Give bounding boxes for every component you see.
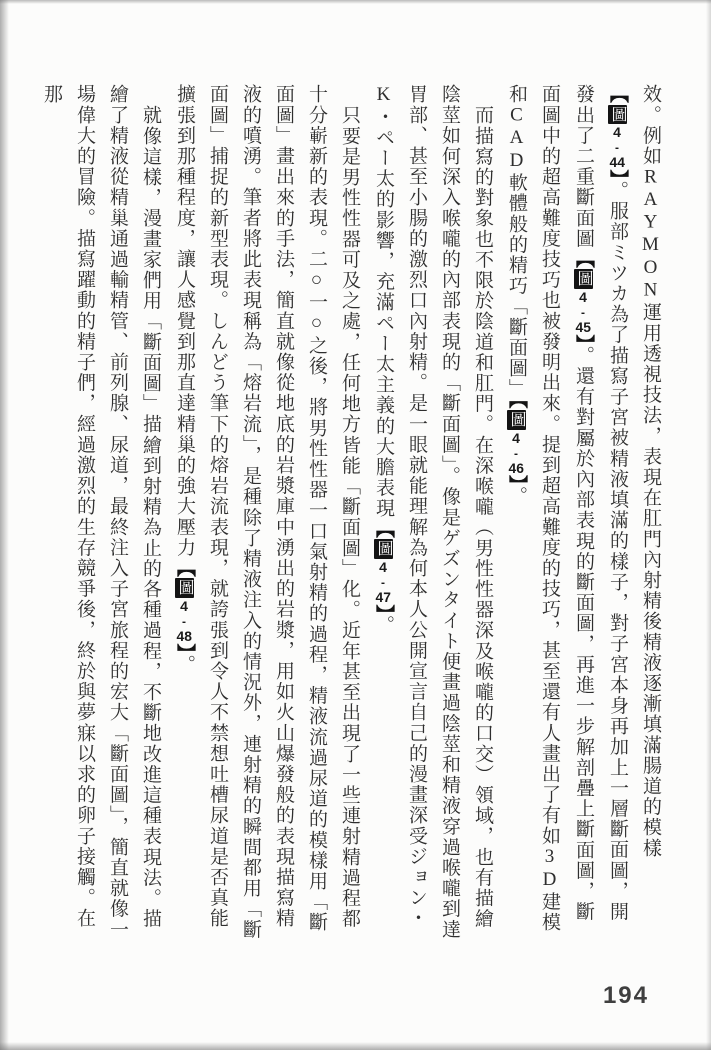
figure-ref-number: 4-44 — [609, 124, 625, 170]
scan-edge-right — [706, 0, 711, 1050]
latin-run: CAD — [506, 104, 527, 173]
page-number: 194 — [602, 982, 649, 1009]
figure-ref-open-bracket: 【 — [174, 557, 195, 579]
figure-ref-close-bracket: 】 — [373, 603, 394, 615]
figure-reference — [373, 519, 394, 615]
paragraph: 效。例如RAYMON運用透視技法，表現在肛門內射精後精液逐漸填滿腸道的模樣【圖4-44】。服部ミツカ為了描寫子宮被精液填滿的樣子，對子宮本身再加上一層斷面圖，開發出了二重斷面圖【圖4-45】。還有對屬於內部表現的斷面圖，再進一步解剖疊上斷面圖，斷面圖中的超高難度技巧也被發明出來。提到超高難度的技巧，甚至還有人畫出了有如3D建模和CAD軟體般的精巧「斷面圖」【圖4-46】。 — [506, 84, 661, 933]
scan-edge-top — [0, 0, 711, 4]
figure-reference — [506, 399, 527, 486]
figure-ref-number: 4-45 — [575, 289, 591, 335]
body-text — [41, 84, 667, 942]
figure-box-icon: 圖 — [375, 540, 392, 558]
figure-reference — [174, 558, 195, 654]
figure-ref-open-bracket: 【 — [607, 84, 628, 105]
latin-run: RAYMON — [640, 166, 661, 303]
figure-box-icon: 圖 — [575, 270, 592, 289]
scan-edge-left — [0, 0, 9, 1050]
paragraph: 而描寫的對象也不限於陰道和肛門。在深喉嚨（男性性器深及喉嚨的口交）領域，也有描繪陰莖如何深入喉嚨的內部表現的「斷面圖」。像是ゲズンタイト便畫過陰莖和精液穿過喉嚨到達胃部、甚至小腸的激烈口內射精。是一眼就能理解為何本人公開宣言自己的漫畫深受ジョン・K・ペー太的影響，充滿ペー太主義的大膽表現【圖4-47】。 — [373, 84, 493, 940]
figure-ref-open-bracket: 【 — [573, 248, 594, 270]
paragraph: 只要是男性性器可及之處，任何地方皆能「斷面圖」化。近年甚至出現了一些連射精過程都十分嶄新的表現。二○一○之後，將男性性器一口氣射精的過程，精液流過尿道的模樣用「斷面圖」畫出來的手法，簡直就像從地底的岩漿庫中湧出的岩漿，用如火山爆發般的表現描寫精液的噴湧。筆者將此表現稱為「熔岩流」，是種除了精液注入的情況外，連射精的瞬間都用「斷面圖」捕捉的新型表現。しんどう筆下的熔岩流表現，就誇張到令人不禁想吐槽尿道是否真能擴張到那種程度，讓人感覺到那直達精巢的強大壓力【圖4-48】。 — [174, 84, 360, 940]
paragraph: 就像這樣，漫畫家們用「斷面圖」描繪到射精為止的各種過程，不斷地改進這種表現法。描繪了精液從精巢通過輸精管、前列腺、尿道，最終注入子宮旅程的宏大「斷面圖」，簡直就像一場偉大的冒險。描寫躍動的精子們，經過激烈的生存競爭後，終於與夢寐以求的卵子接觸。在那 — [41, 84, 161, 940]
latin-run: K — [373, 84, 394, 107]
figure-box-icon: 圖 — [176, 579, 193, 598]
figure-reference — [573, 249, 594, 345]
figure-box-icon: 圖 — [609, 105, 626, 124]
figure-ref-open-bracket: 【 — [373, 518, 394, 540]
figure-reference — [607, 84, 628, 180]
figure-ref-number: 4-46 — [508, 429, 524, 475]
figure-ref-close-bracket: 】 — [174, 643, 195, 655]
figure-ref-close-bracket: 】 — [607, 169, 628, 181]
figure-ref-number: 4-48 — [176, 598, 192, 644]
figure-ref-number: 4-47 — [375, 558, 391, 604]
scan-edge-bottom — [0, 1042, 711, 1050]
figure-ref-close-bracket: 】 — [506, 474, 527, 486]
figure-box-icon: 圖 — [508, 411, 525, 429]
figure-ref-open-bracket: 【 — [506, 399, 527, 411]
figure-ref-close-bracket: 】 — [573, 334, 594, 346]
latin-run: 3D — [539, 846, 560, 892]
